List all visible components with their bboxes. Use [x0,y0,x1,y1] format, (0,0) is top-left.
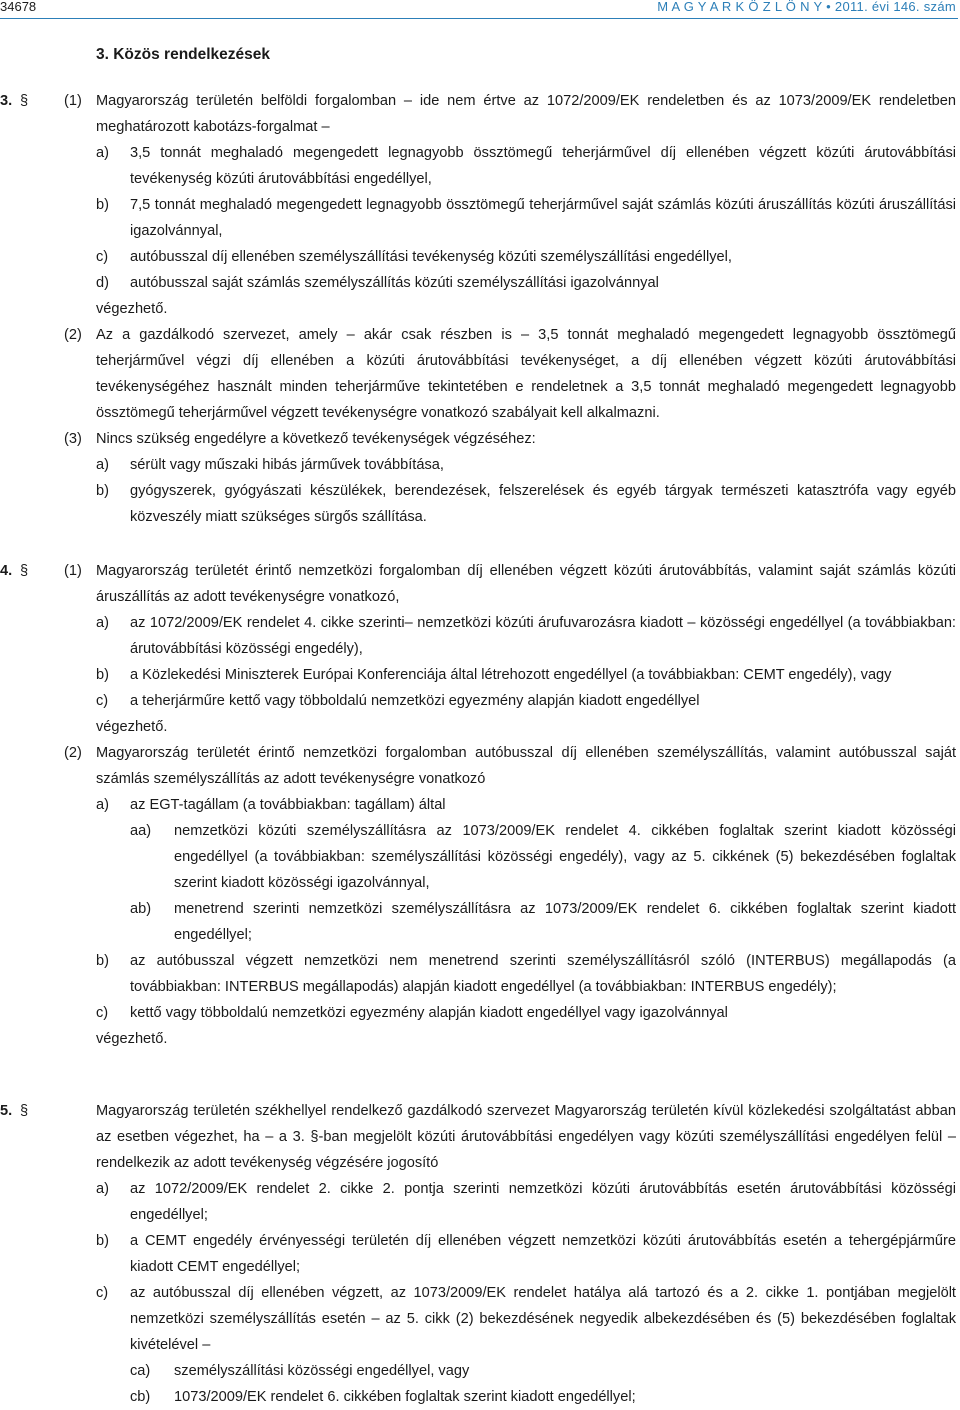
page-number: 34678 [0,0,37,14]
subitem-label: aa) [130,823,152,839]
paragraph-sign: § [20,93,29,109]
item-label: b) [96,667,109,683]
section-number: 4. [0,563,13,579]
subitem-label: ab) [130,901,152,917]
item-label: c) [96,1285,109,1301]
publication-title: M A G Y A R K Ö Z L Ö N Y • 2011. évi 146. szám [657,0,956,14]
section-5 [0,1098,956,1410]
paragraph-text: Magyarország területén székhellyel rendelkező gazdálkodó szervezet Magyarország területén kívül közlekedési szolgáltatást abban az esetben végezhet, ha – a 3. §-ban megjelölt közúti árutovábbítási engedélyen vagy közúti személyszállítási engedélyen felül – rendelkezik az adott tevékenység végzésére jogosító [96,1103,956,1171]
paragraph-number: (2) [64,327,82,343]
item-text: gyógyszerek, gyógyászati készülékek, berendezések, felszerelések és egyéb tárgyak természeti katasztrófa vagy egyéb közveszély miatt szükséges sürgős szállítása. [130,483,956,525]
item-text: a CEMT engedély érvényességi területén díj ellenében végzett nemzetközi közúti árutovábbítás esetén a tehergépjárműre kiadott CEMT engedéllyel; [130,1233,956,1275]
item-label: b) [96,1233,109,1249]
item-text: az 1072/2009/EK rendelet 4. cikke szerinti– nemzetközi közúti árufuvarozásra kiadott – közösségi engedéllyel (a továbbiakban: árutovábbítási közösségi engedély), [130,615,956,657]
paragraph-text: Magyarország területét érintő nemzetközi forgalomban autóbusszal díj ellenében személyszállítás, valamint autóbusszal saját számlás személyszállítás az adott tevékenységre vonatkozó [96,745,956,787]
item-text: az autóbusszal végzett nemzetközi nem menetrend szerinti személyszállításról szóló (INTERBUS) megállapodás (a továbbiakban: INTERBUS megállapodás) alapján kiadott engedéllyel (a továbbiakban: INTERBUS engedély); [130,953,956,995]
paragraph-sign: § [20,563,29,579]
section-number: 5. [0,1103,13,1119]
closing-text: végezhető. [96,301,168,317]
subitem-text: nemzetközi közúti személyszállításra az 1073/2009/EK rendelet 4. cikkében foglaltak szerint kiadott közösségi engedéllyel (a továbbiakban: személyszállítási közösségi engedély), vagy az 5. cikkének (5) bekezdésében foglaltak szerint kiadott közösségi igazolvánnyal, [174,823,956,891]
item-label: a) [96,797,109,813]
subitem-label: cb) [130,1389,151,1405]
section-title: 3. Közös rendelkezések [96,46,271,63]
item-label: b) [96,197,109,213]
header-rule [0,18,958,19]
item-label: a) [96,145,109,161]
item-label: a) [96,1181,109,1197]
subitem-label: ca) [130,1363,151,1379]
item-text: az EGT-tagállam (a továbbiakban: tagállam) által [130,797,446,813]
item-text: 3,5 tonnát meghaladó megengedett legnagyobb össztömegű teherjárművel díj ellenében végzett közúti árutovábbítási tevékenység közúti árutovábbítási engedéllyel, [130,145,956,187]
paragraph-text: Magyarország területén belföldi forgalomban – ide nem értve az 1072/2009/EK rendeletben és az 1073/2009/EK rendeletben meghatározott kabotázs-forgalmat – [96,93,956,135]
paragraph-number: (1) [64,563,82,579]
section-4 [0,558,956,1052]
subitem-text: személyszállítási közösségi engedéllyel, vagy [174,1363,470,1379]
item-label: d) [96,275,109,291]
paragraph-text: Az a gazdálkodó szervezet, amely – akár csak részben is – 3,5 tonnát meghaladó megengedett legnagyobb össztömegű teherjárművel végzi díj ellenében a közúti árutovábbítási tevékenységet, a díj ellenében végzett közúti árutovábbítási tevékenységéhez használt minden teherjárműve tekintetében e rendeletnek a 3,5 tonnát meghaladó megengedett legnagyobb össztömegű teherjárművel végzett tevékenységre vonatkozó szabályait kell alkalmazni. [96,327,956,421]
paragraph-sign: § [20,1103,29,1119]
closing-text: végezhető. [96,1031,168,1047]
item-text: a teherjárműre kettő vagy többoldalú nemzetközi egyezmény alapján kiadott engedéllyel [130,693,700,709]
paragraph-number: (2) [64,745,82,761]
subitem-text: menetrend szerinti nemzetközi személyszállításra az 1073/2009/EK rendelet 6. cikkében foglaltak szerint kiadott engedéllyel; [174,901,956,943]
item-text: autóbusszal saját számlás személyszállítás közúti személyszállítási igazolvánnyal [130,275,659,291]
section-number: 3. [0,93,13,109]
item-label: b) [96,483,109,499]
item-label: b) [96,953,109,969]
section-3 [0,88,956,530]
item-label: a) [96,615,109,631]
item-text: sérült vagy műszaki hibás járművek továbbítása, [130,457,444,473]
running-header [0,0,958,20]
item-label: c) [96,1005,109,1021]
item-text: kettő vagy többoldalú nemzetközi egyezmény alapján kiadott engedéllyel vagy igazolvánnyal [130,1005,728,1021]
item-text: a Közlekedési Miniszterek Európai Konferenciája által létrehozott engedéllyel (a továbbiakban: CEMT engedély), vagy [130,667,892,683]
item-text: az 1072/2009/EK rendelet 2. cikke 2. pontja szerinti nemzetközi közúti árutovábbítás esetén árutovábbítási közösségi engedéllyel; [130,1181,956,1223]
closing-text: végezhető. [96,719,168,735]
item-label: a) [96,457,109,473]
item-text: autóbusszal díj ellenében személyszállítási tevékenység közúti személyszállítási engedéllyel, [130,249,732,265]
item-label: c) [96,693,109,709]
paragraph-text: Nincs szükség engedélyre a következő tevékenységek végzéséhez: [96,431,536,447]
paragraph-number: (1) [64,93,82,109]
paragraph-number: (3) [64,431,82,447]
paragraph-text: Magyarország területét érintő nemzetközi forgalomban díj ellenében végzett közúti árutovábbítás, valamint saját számlás közúti áruszállítás az adott tevékenységre vonatkozó, [96,563,956,605]
item-text: az autóbusszal díj ellenében végzett, az 1073/2009/EK rendelet hatálya alá tartozó és a 2. cikke 1. pontjában megjelölt nemzetközi személyszállítás esetén – az 5. cikk (2) bekezdésének negyedik albekezdésében és (5) bekezdésében foglaltak kivételével – [130,1285,956,1353]
item-text: 7,5 tonnát meghaladó megengedett legnagyobb össztömegű teherjárművel saját számlás közúti áruszállítás közúti áruszállítási igazolvánnyal, [130,197,956,239]
subitem-text: 1073/2009/EK rendelet 6. cikkében foglaltak szerint kiadott engedéllyel; [174,1389,636,1405]
item-label: c) [96,249,109,265]
